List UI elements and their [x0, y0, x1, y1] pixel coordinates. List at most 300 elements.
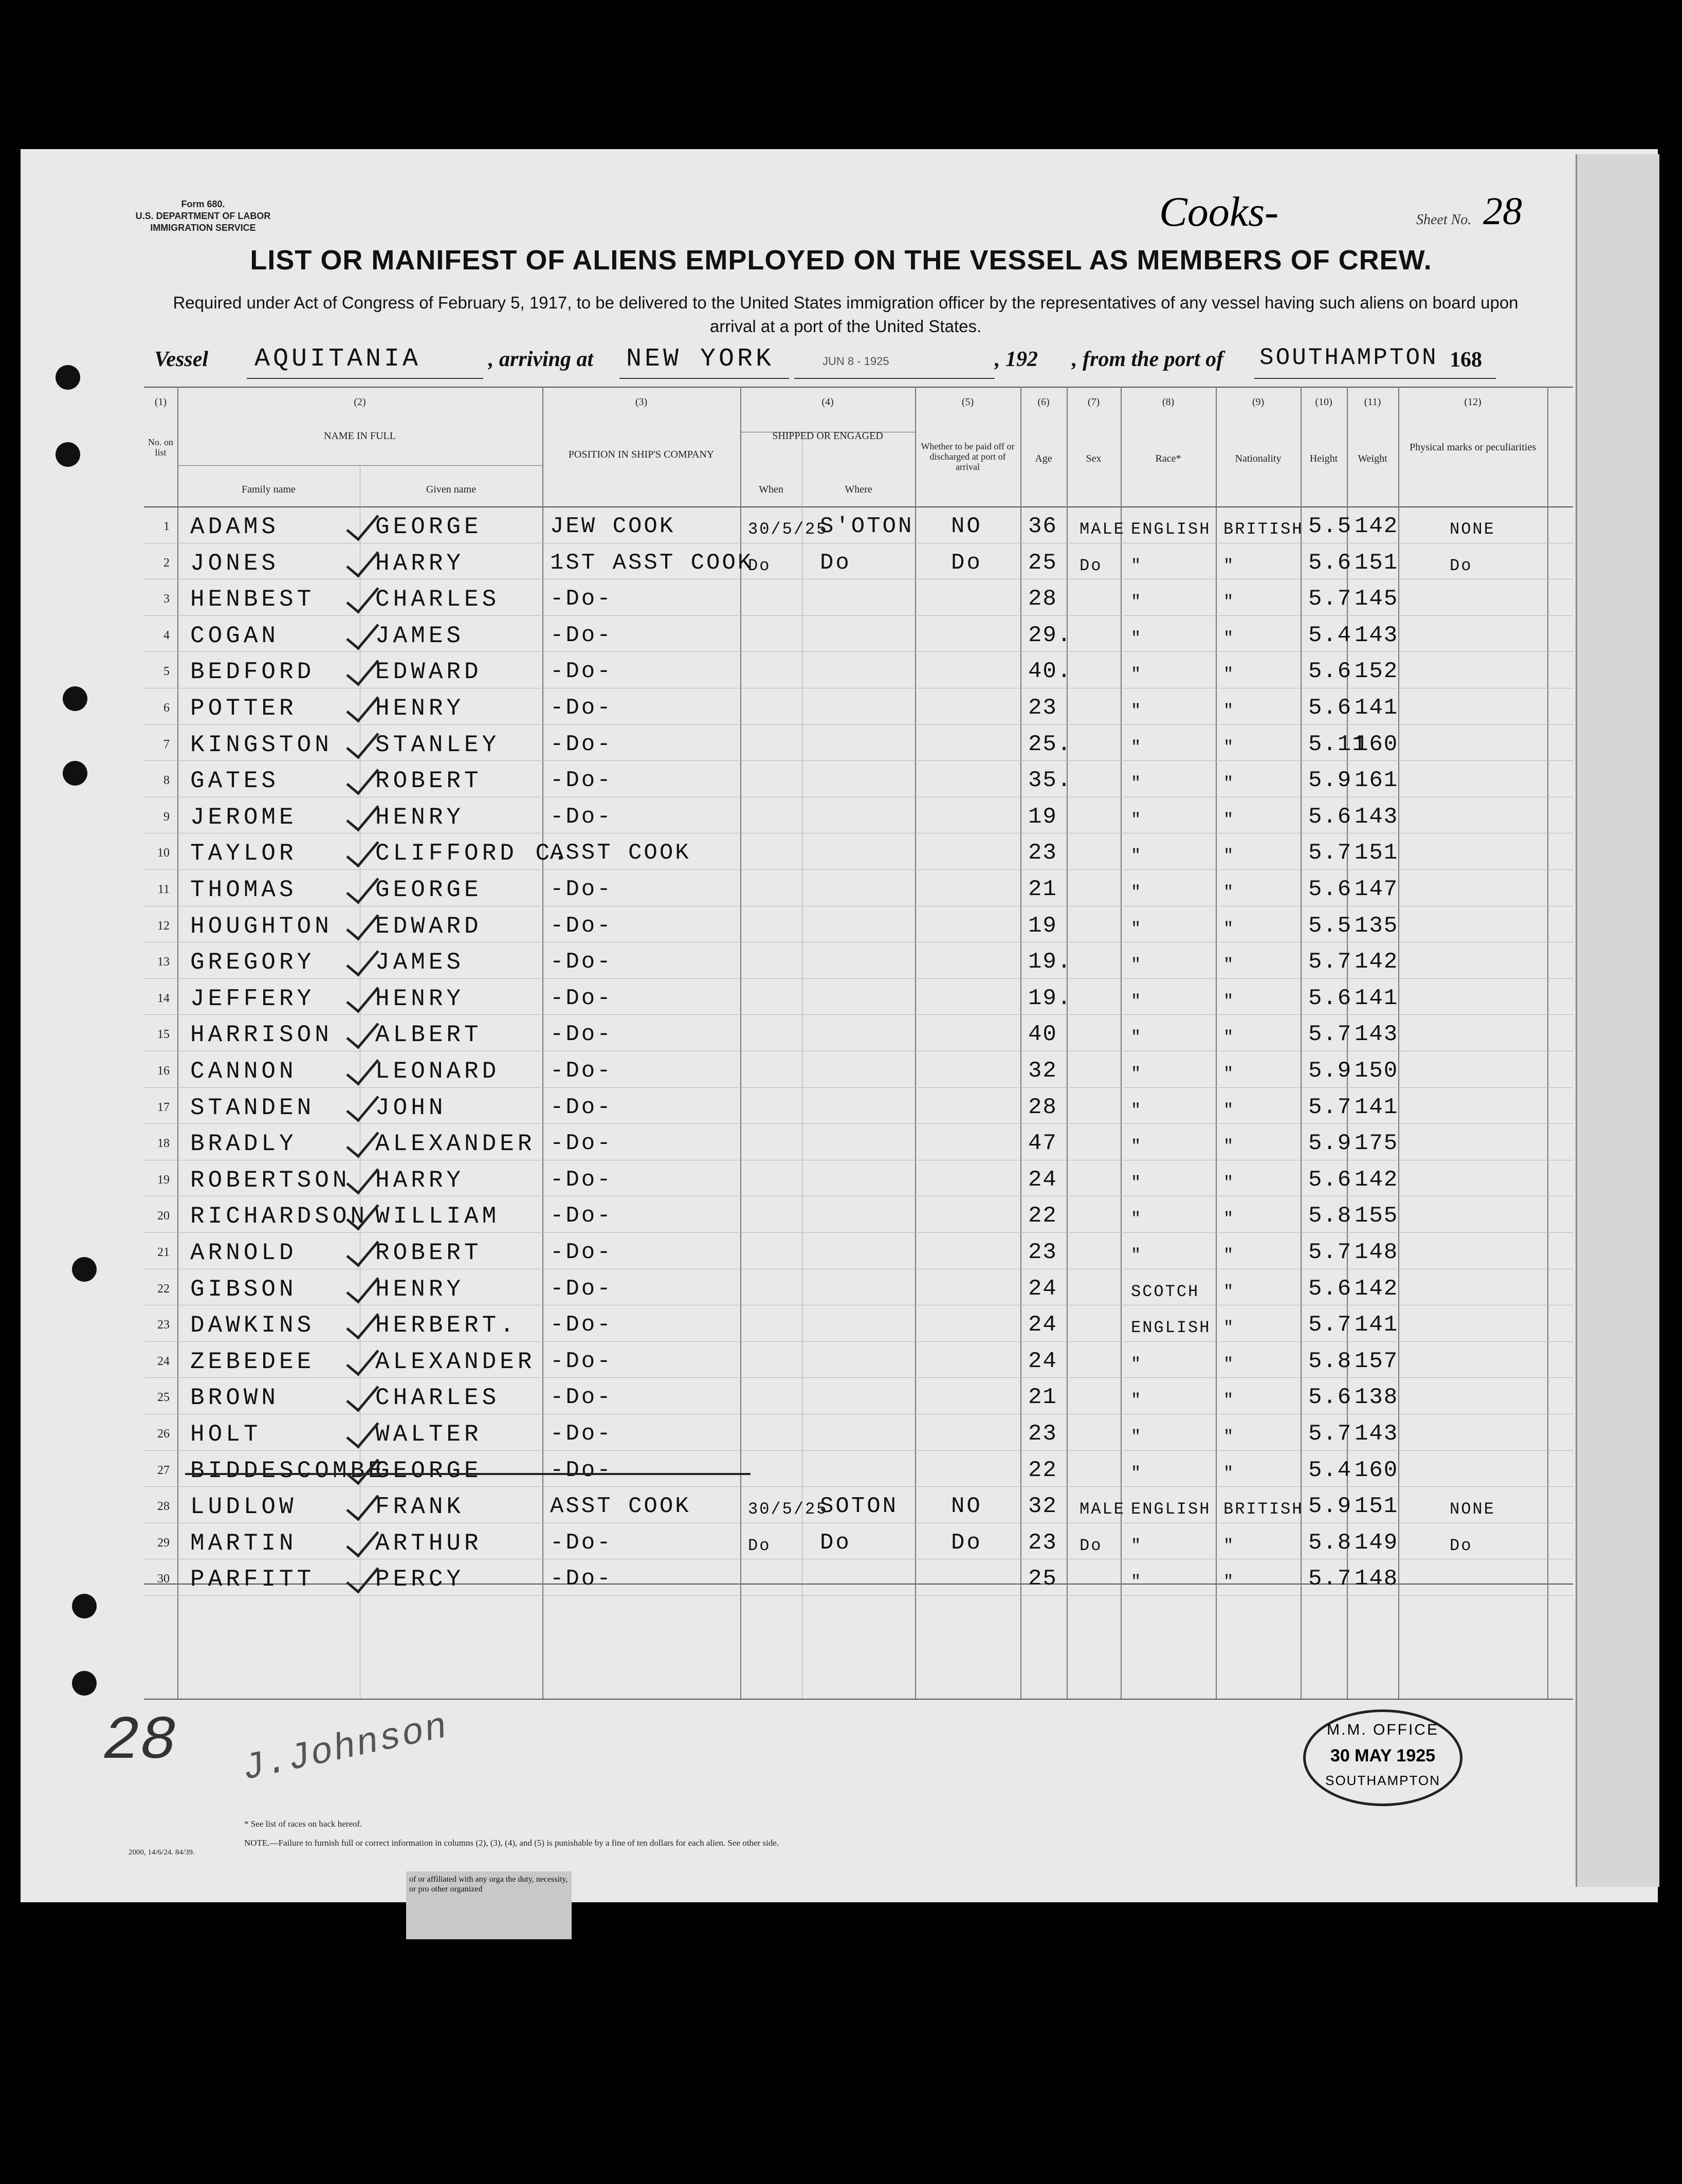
cell-position: -Do- — [550, 1276, 613, 1302]
cell-height: 5.7 — [1308, 1312, 1352, 1338]
cell-position: JEW COOK — [550, 514, 675, 539]
cell-race: " — [1131, 665, 1143, 684]
form-identification — [118, 198, 288, 234]
cell-weight: 143 — [1355, 622, 1399, 648]
cell-given: GEORGE — [375, 877, 482, 903]
cell-position: -Do- — [550, 1566, 613, 1592]
cell-position: -Do- — [550, 877, 613, 902]
cell-height: 5.7 — [1308, 1566, 1352, 1592]
cell-height: 5.7 — [1308, 1240, 1352, 1265]
cell-age: 19 — [1028, 913, 1057, 939]
cell-height: 5.7 — [1308, 1022, 1352, 1048]
cell-height: 5.6 — [1308, 659, 1352, 685]
cell-given: ARTHUR — [375, 1530, 482, 1557]
year-label: , 192 — [995, 348, 1038, 371]
cell-nat: " — [1223, 1391, 1235, 1410]
cell-height: 5.4 — [1308, 622, 1352, 648]
cell-position: -Do- — [550, 1457, 613, 1483]
underline — [794, 378, 995, 379]
header-when: When — [759, 484, 783, 495]
cell-nat: " — [1223, 955, 1235, 975]
cell-when: Do — [748, 556, 771, 575]
cell-age: 23 — [1028, 1240, 1057, 1265]
cell-nat: " — [1223, 1354, 1235, 1374]
cell-weight: 143 — [1355, 1421, 1399, 1447]
row-number: 28 — [157, 1500, 170, 1514]
print-code: 2000, 14/6/24. 84/39. — [129, 1848, 195, 1857]
cell-given: HENRY — [375, 1276, 465, 1303]
row-number: 20 — [157, 1209, 170, 1223]
column-number: (6) — [1037, 396, 1050, 408]
column-rule — [1398, 387, 1399, 1699]
cell-weight: 152 — [1355, 659, 1399, 685]
row-number: 23 — [157, 1318, 170, 1332]
header-sex: Sex — [1086, 453, 1102, 464]
cell-family: BRADLY — [190, 1131, 297, 1158]
punch-hole — [72, 1671, 97, 1696]
cell-race: " — [1131, 737, 1143, 757]
cell-age: 19. — [1028, 949, 1072, 975]
cell-height: 5.5 — [1308, 514, 1352, 539]
cell-weight: 142 — [1355, 1167, 1399, 1193]
cell-family: COGAN — [190, 622, 280, 649]
cell-weight: 151 — [1355, 840, 1399, 866]
cell-height: 5.9 — [1308, 1058, 1352, 1084]
strike-through — [185, 1473, 751, 1475]
cell-given: HENRY — [375, 695, 465, 722]
stamp-date: 30 MAY 1925 — [1330, 1746, 1436, 1766]
cell-given: WALTER — [375, 1421, 482, 1448]
category-handwritten: Cooks- — [1159, 188, 1279, 235]
cell-height: 5.8 — [1308, 1530, 1352, 1556]
header-physical-marks: Physical marks or peculiarities — [1409, 442, 1537, 453]
page-subtitle: Required under Act of Congress of February 5, 1917, to be delivered to the United States immigration officer by the representatives of any vessel having such aliens on board upon arrival at a port of the United States. — [173, 293, 1519, 336]
row-number: 1 — [163, 520, 170, 533]
cell-race: " — [1131, 991, 1143, 1011]
cell-given: JAMES — [375, 949, 465, 976]
cell-race: " — [1131, 701, 1143, 720]
cell-weight: 141 — [1355, 1312, 1399, 1338]
cell-age: 24 — [1028, 1312, 1057, 1338]
cell-height: 5.6 — [1308, 985, 1352, 1011]
column-number: (12) — [1464, 396, 1482, 408]
cell-given: HERBERT. — [375, 1312, 518, 1339]
column-number: (3) — [635, 396, 648, 408]
cell-nat: " — [1223, 810, 1235, 829]
stamp-office: M.M. OFFICE — [1327, 1721, 1439, 1738]
cell-weight: 142 — [1355, 514, 1399, 539]
cell-family: THOMAS — [190, 877, 297, 903]
row-rule — [144, 978, 1573, 979]
row-number: 26 — [157, 1427, 170, 1441]
cell-position: -Do- — [550, 1312, 613, 1338]
punch-hole — [72, 1257, 97, 1282]
row-rule — [144, 1486, 1573, 1487]
cell-where: Do — [820, 1530, 851, 1556]
cell-family: ARNOLD — [190, 1240, 297, 1266]
cell-position: 1ST ASST COOK — [550, 550, 754, 576]
cell-nat: " — [1223, 846, 1235, 866]
cell-given: CLIFFORD C. — [375, 840, 571, 867]
column-number: (5) — [961, 396, 974, 408]
cell-race: " — [1131, 556, 1143, 575]
cell-position: -Do- — [550, 731, 613, 757]
cell-age: 40. — [1028, 659, 1072, 685]
cell-weight: 141 — [1355, 1094, 1399, 1120]
cell-when: 30/5/25 — [748, 520, 828, 539]
cell-sex: Do — [1080, 1536, 1103, 1555]
cell-race: " — [1131, 1391, 1143, 1410]
cell-nat: " — [1223, 592, 1235, 612]
cell-race: " — [1131, 1246, 1143, 1265]
form-number: Form 680. — [181, 199, 225, 209]
header-weight: Weight — [1358, 453, 1387, 464]
row-number: 9 — [163, 810, 170, 824]
cell-nat: " — [1223, 774, 1235, 793]
cell-age: 32 — [1028, 1494, 1057, 1520]
column-rule — [915, 387, 916, 1699]
underlying-page-edge — [1576, 154, 1659, 1887]
cell-weight: 151 — [1355, 550, 1399, 576]
cell-height: 5.6 — [1308, 804, 1352, 830]
cell-age: 21 — [1028, 877, 1057, 902]
cell-family: GIBSON — [190, 1276, 297, 1303]
cell-given: ROBERT — [375, 768, 482, 795]
cell-position: ASST COOK — [550, 840, 691, 866]
row-number: 2 — [163, 556, 170, 570]
cell-height: 5.6 — [1308, 550, 1352, 576]
cell-nat: " — [1223, 1028, 1235, 1047]
cell-position: -Do- — [550, 768, 613, 794]
table-rule — [144, 1699, 1573, 1700]
row-number: 18 — [157, 1137, 170, 1151]
cell-weight: 150 — [1355, 1058, 1399, 1084]
row-number: 10 — [157, 846, 170, 860]
cell-age: 35. — [1028, 768, 1072, 794]
departure-port: SOUTHAMPTON — [1259, 344, 1438, 371]
cell-family: GREGORY — [190, 949, 315, 976]
row-number: 30 — [157, 1572, 170, 1586]
cell-family: RICHARDSON — [190, 1203, 369, 1230]
cell-paid: NO — [951, 1494, 982, 1520]
cell-position: -Do- — [550, 586, 613, 612]
row-number: 14 — [157, 991, 170, 1005]
cell-weight: 161 — [1355, 768, 1399, 794]
header-no-on-list: No. on list — [148, 437, 173, 458]
cell-sex: Do — [1080, 556, 1103, 575]
cell-race: " — [1131, 1209, 1143, 1229]
header-age: Age — [1035, 453, 1052, 464]
cell-position: -Do- — [550, 1058, 613, 1084]
cell-age: 22 — [1028, 1203, 1057, 1229]
cell-race: " — [1131, 883, 1143, 902]
cell-race: " — [1131, 1173, 1143, 1192]
row-rule — [144, 869, 1573, 870]
cell-weight: 142 — [1355, 949, 1399, 975]
footnote-note: NOTE.—Failure to furnish full or correct information in columns (2), (3), (4), and (5) is punishable by a fine of ten dollars for each alien. See other side. — [244, 1838, 779, 1848]
row-rule — [144, 1377, 1573, 1378]
cell-given: GEORGE — [375, 514, 482, 540]
header-height: Height — [1309, 453, 1338, 464]
cell-nat: " — [1223, 1246, 1235, 1265]
header-race: Race* — [1155, 453, 1181, 464]
row-rule — [144, 1087, 1573, 1088]
cell-given: CHARLES — [375, 586, 500, 613]
column-rule — [1216, 387, 1217, 1699]
underline — [247, 378, 483, 379]
service-name: IMMIGRATION SERVICE — [150, 223, 256, 233]
cell-race: " — [1131, 1064, 1143, 1083]
column-number: (9) — [1252, 396, 1265, 408]
cell-weight: 175 — [1355, 1131, 1399, 1157]
row-number: 12 — [157, 919, 170, 933]
cell-family: HOLT — [190, 1421, 262, 1448]
page-number: 168 — [1450, 348, 1482, 372]
cell-paid: Do — [951, 550, 982, 576]
cell-nat: " — [1223, 737, 1235, 757]
cell-given: LEONARD — [375, 1058, 500, 1085]
cell-height: 5.9 — [1308, 1494, 1352, 1520]
cell-age: 28 — [1028, 586, 1057, 612]
cell-race: " — [1131, 1137, 1143, 1156]
cell-position: -Do- — [550, 804, 613, 830]
cell-age: 29. — [1028, 622, 1072, 648]
cell-given: FRANK — [375, 1494, 465, 1521]
header-given-name: Given name — [426, 484, 477, 495]
port-label: , from the port of — [1072, 348, 1224, 371]
row-rule — [144, 724, 1573, 725]
cell-position: -Do- — [550, 1348, 613, 1374]
cell-weight: 143 — [1355, 1022, 1399, 1048]
cell-weight: 135 — [1355, 913, 1399, 939]
cell-given: PERCY — [375, 1566, 465, 1593]
row-number: 25 — [157, 1391, 170, 1405]
cell-height: 5.7 — [1308, 1094, 1352, 1120]
cell-family: HARRISON — [190, 1022, 333, 1049]
cell-nat: " — [1223, 919, 1235, 938]
cell-family: DAWKINS — [190, 1312, 315, 1339]
cell-height: 5.9 — [1308, 768, 1352, 794]
row-number: 21 — [157, 1246, 170, 1259]
row-number: 29 — [157, 1536, 170, 1550]
underline — [1254, 378, 1496, 379]
cell-when: 30/5/25 — [748, 1500, 828, 1519]
cell-family: CANNON — [190, 1058, 297, 1085]
cell-age: 23 — [1028, 1421, 1057, 1447]
cell-given: HENRY — [375, 985, 465, 1012]
cell-nat: " — [1223, 1064, 1235, 1083]
cell-position: -Do- — [550, 913, 613, 939]
department-name: U.S. DEPARTMENT OF LABOR — [135, 211, 271, 221]
header-where: Where — [845, 484, 872, 495]
cell-race: " — [1131, 592, 1143, 612]
cell-age: 24 — [1028, 1276, 1057, 1302]
cell-position: -Do- — [550, 1022, 613, 1048]
cell-age: 47 — [1028, 1131, 1057, 1157]
cell-given: GEORGE — [375, 1457, 482, 1484]
cell-where: SOTON — [820, 1494, 899, 1520]
cell-height: 5.7 — [1308, 586, 1352, 612]
column-rule — [542, 387, 543, 1699]
cell-race: " — [1131, 919, 1143, 938]
cell-age: 23 — [1028, 1530, 1057, 1556]
header-paid-off: Whether to be paid off or discharged at port of arrival — [921, 441, 1015, 472]
cell-family: STANDEN — [190, 1094, 315, 1121]
sheet-number: 28 — [1483, 190, 1522, 233]
cell-age: 25 — [1028, 550, 1057, 576]
row-rule — [144, 1123, 1573, 1124]
cell-race: " — [1131, 774, 1143, 793]
cell-age: 32 — [1028, 1058, 1057, 1084]
cell-position: -Do- — [550, 659, 613, 685]
cell-given: HARRY — [375, 550, 465, 577]
cell-height: 5.7 — [1308, 840, 1352, 866]
cell-family: BIDDESCOMBE — [190, 1457, 386, 1484]
column-number: (10) — [1315, 396, 1332, 408]
cell-family: JEROME — [190, 804, 297, 831]
cell-family: ROBERTSON — [190, 1167, 351, 1194]
cell-position: -Do- — [550, 949, 613, 975]
cell-paid: Do — [951, 1530, 982, 1556]
cell-weight: 141 — [1355, 695, 1399, 721]
header-shipped-engaged: SHIPPED OR ENGAGED — [772, 430, 883, 442]
cell-nat: BRITISH — [1223, 1500, 1304, 1519]
cell-height: 5.6 — [1308, 695, 1352, 721]
cell-given: ROBERT — [375, 1240, 482, 1266]
cell-race: " — [1131, 955, 1143, 975]
cell-marks: NONE — [1450, 520, 1495, 539]
punch-hole — [56, 442, 80, 467]
arriving-label: , arriving at — [488, 348, 594, 371]
row-number: 8 — [163, 774, 170, 788]
cell-race: " — [1131, 1427, 1143, 1446]
cell-position: ASST COOK — [550, 1494, 691, 1520]
cell-family: KINGSTON — [190, 731, 333, 758]
cell-height: 5.5 — [1308, 913, 1352, 939]
row-number: 11 — [157, 883, 170, 896]
cell-family: TAYLOR — [190, 840, 297, 867]
cell-nat: " — [1223, 665, 1235, 684]
cell-height: 5.4 — [1308, 1457, 1352, 1483]
cell-age: 25. — [1028, 731, 1072, 757]
cell-age: 28 — [1028, 1094, 1057, 1120]
footnote-races: * See list of races on back hereof. — [244, 1819, 362, 1829]
vessel-name: AQUITANIA — [254, 344, 422, 374]
office-stamp — [1303, 1709, 1462, 1806]
cell-family: PARFITT — [190, 1566, 315, 1593]
cell-weight: 160 — [1355, 1457, 1399, 1483]
cell-nat: " — [1223, 1572, 1235, 1592]
column-rule — [1067, 387, 1068, 1699]
cell-where: S'OTON — [820, 514, 914, 539]
cell-position: -Do- — [550, 1240, 613, 1265]
cell-weight: 141 — [1355, 985, 1399, 1011]
cell-nat: " — [1223, 883, 1235, 902]
cell-nat: " — [1223, 1463, 1235, 1483]
cell-race: ENGLISH — [1131, 1500, 1211, 1519]
cell-family: GATES — [190, 768, 280, 795]
attached-clipping: of or affiliated with any orga the duty, necessity, or pro other organized — [406, 1871, 572, 1939]
column-number: (4) — [821, 396, 834, 408]
cell-height: 5.8 — [1308, 1348, 1352, 1374]
cell-weight: 138 — [1355, 1385, 1399, 1411]
cell-weight: 148 — [1355, 1240, 1399, 1265]
row-number: 3 — [163, 592, 170, 606]
underline — [619, 378, 789, 379]
stamp-location: SOUTHAMPTON — [1325, 1773, 1440, 1788]
cell-paid: NO — [951, 514, 982, 539]
row-number: 7 — [163, 737, 170, 751]
cell-weight: 157 — [1355, 1348, 1399, 1374]
row-rule — [144, 1595, 1573, 1596]
page-title: LIST OR MANIFEST OF ALIENS EMPLOYED ON THE VESSEL AS MEMBERS OF CREW. — [250, 245, 1432, 276]
cell-weight: 147 — [1355, 877, 1399, 902]
cell-given: HENRY — [375, 804, 465, 831]
cell-given: JAMES — [375, 622, 465, 649]
cell-race: ENGLISH — [1131, 520, 1211, 539]
cell-race: " — [1131, 1028, 1143, 1047]
cell-family: MARTIN — [190, 1530, 297, 1557]
cell-nat: " — [1223, 1318, 1235, 1338]
cell-family: ADAMS — [190, 514, 280, 540]
cell-age: 23 — [1028, 695, 1057, 721]
cell-family: BROWN — [190, 1385, 280, 1412]
cell-weight: 149 — [1355, 1530, 1399, 1556]
cell-nat: " — [1223, 1427, 1235, 1446]
cell-given: STANLEY — [375, 731, 500, 758]
cell-given: ALEXANDER — [375, 1131, 536, 1158]
cell-height: 5.11 — [1308, 731, 1367, 757]
row-rule — [144, 1450, 1573, 1451]
cell-position: -Do- — [550, 1421, 613, 1447]
cell-position: -Do- — [550, 622, 613, 648]
row-rule — [144, 760, 1573, 761]
cell-age: 19. — [1028, 985, 1072, 1011]
punch-hole — [63, 761, 87, 786]
table-rule — [144, 387, 1573, 388]
cell-sex: MALE — [1080, 1500, 1125, 1519]
signature-count: 28 — [103, 1707, 177, 1777]
header-family-name: Family name — [242, 484, 296, 495]
column-number: (1) — [154, 396, 167, 408]
cell-family: HOUGHTON — [190, 913, 333, 940]
header-position: POSITION IN SHIP'S COMPANY — [568, 449, 715, 460]
cell-marks: Do — [1450, 556, 1473, 575]
cell-family: HENBEST — [190, 586, 315, 613]
row-number: 15 — [157, 1028, 170, 1042]
cell-marks: Do — [1450, 1536, 1473, 1555]
cell-age: 25 — [1028, 1566, 1057, 1592]
cell-age: 22 — [1028, 1457, 1057, 1483]
column-number: (8) — [1162, 396, 1175, 408]
table-rule — [144, 506, 1573, 507]
cell-where: Do — [820, 550, 851, 576]
row-number: 6 — [163, 701, 170, 715]
cell-position: -Do- — [550, 1530, 613, 1556]
column-rule — [177, 387, 178, 1699]
row-number: 17 — [157, 1100, 170, 1114]
column-number: (7) — [1087, 396, 1100, 408]
cell-given: JOHN — [375, 1094, 447, 1121]
cell-nat: " — [1223, 1536, 1235, 1555]
cell-age: 24 — [1028, 1167, 1057, 1193]
cell-position: -Do- — [550, 1131, 613, 1157]
cell-when: Do — [748, 1536, 771, 1555]
punch-hole — [72, 1594, 97, 1618]
arrival-port: NEW YORK — [626, 344, 775, 374]
cell-given: ALBERT — [375, 1022, 482, 1049]
row-rule — [144, 1232, 1573, 1233]
